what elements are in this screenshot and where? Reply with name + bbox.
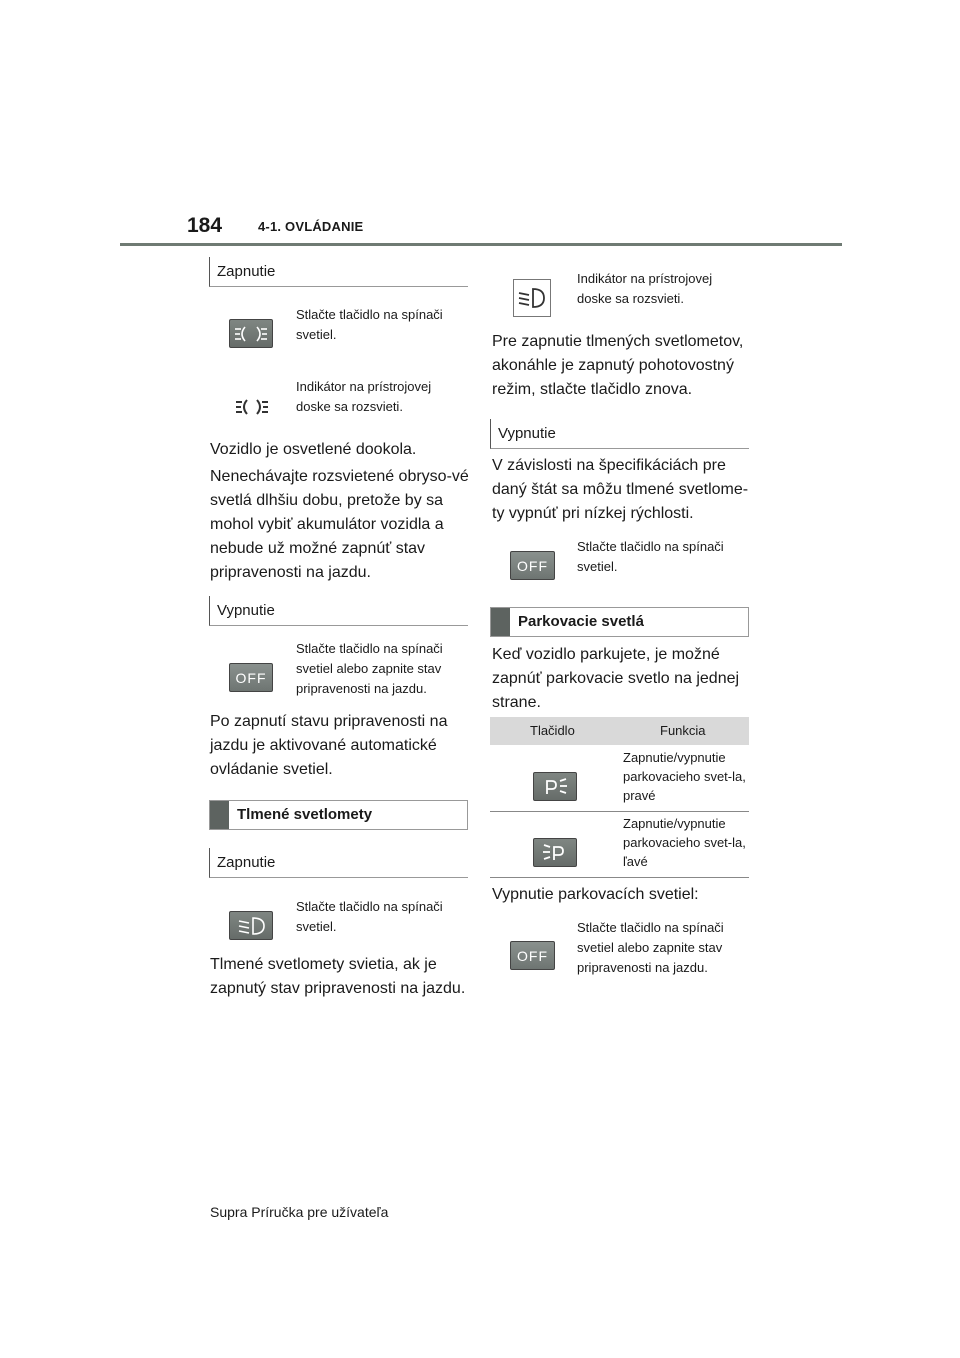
table-bottom-divider bbox=[490, 877, 749, 878]
left-row4-text: Stlačte tlačidlo na spínači svetiel. bbox=[296, 899, 443, 934]
right-row1-text: Indikátor na prístrojovej doske sa rozsvieti. bbox=[577, 271, 713, 306]
subheading-zapnutie-2: Zapnutie bbox=[209, 848, 468, 878]
table-col2-header: Funkcia bbox=[660, 723, 706, 738]
left-para1: Vozidlo je osvetlené dookola. bbox=[210, 441, 417, 458]
right-para4: Vypnutie parkovacích svetiel: bbox=[492, 886, 699, 903]
header-divider bbox=[120, 243, 842, 246]
right-para1: Pre zapnutie tlmených svetlometov, akonáhle je zapnutý pohotovostný režim, stlačte tlačidlo znova. bbox=[492, 333, 744, 398]
left-para4: Tlmené svetlomety svietia, ak je zapnutý stav pripravenosti na jazdu. bbox=[210, 956, 466, 997]
parking-light-left-icon bbox=[533, 838, 577, 867]
left-para2: Nenechávajte rozsvietené obryso-vé svetlá dlhšiu dobu, pretože by sa mohol vybiť akumulátor vozidla a nebude už možné zapnúť stav pripravenosti na jazdu. bbox=[210, 468, 469, 581]
parking-light-right-icon bbox=[533, 772, 577, 801]
section-bar bbox=[491, 608, 510, 636]
subheading-zapnutie: Zapnutie bbox=[209, 257, 468, 287]
off-button-icon: OFF bbox=[229, 663, 273, 692]
table-row1-text: Zapnutie/vypnutie parkovacieho svet-la, pravé bbox=[623, 750, 746, 803]
left-para3: Po zapnutí stavu pripravenosti na jazdu je aktivované automatické ovládanie svetiel. bbox=[210, 713, 448, 778]
right-row3-text: Stlačte tlačidlo na spínači svetiel alebo zapnite stav pripravenosti na jazdu. bbox=[577, 920, 724, 975]
low-beam-indicator-icon bbox=[513, 279, 551, 317]
table-col1-header: Tlačidlo bbox=[530, 723, 575, 738]
off-button-icon-right: OFF bbox=[510, 551, 555, 580]
page-number: 184 bbox=[187, 214, 223, 237]
section-parkovacie-svetla bbox=[490, 607, 749, 637]
left-row1-text: Stlačte tlačidlo na spínači svetiel. bbox=[296, 307, 443, 342]
right-para3: Keď vozidlo parkujete, je možné zapnúť parkovacie svetlo na jednej strane. bbox=[492, 646, 740, 711]
left-row2-text: Indikátor na prístrojovej doske sa rozsvieti. bbox=[296, 379, 432, 414]
section-parkovacie-title: Parkovacie svetlá bbox=[518, 613, 644, 630]
side-lights-indicator-icon bbox=[232, 394, 272, 420]
footer-text: Supra Príručka pre užívateľa bbox=[210, 1204, 389, 1220]
section-tlmene-svetlomety bbox=[209, 800, 468, 830]
section-tlmene-title: Tlmené svetlomety bbox=[237, 806, 373, 823]
right-row2-text: Stlačte tlačidlo na spínači svetiel. bbox=[577, 539, 724, 574]
subheading-vypnutie-right: Vypnutie bbox=[490, 419, 749, 449]
side-lights-button-icon bbox=[229, 319, 273, 348]
off-button-icon-right-2: OFF bbox=[510, 941, 555, 970]
subheading-vypnutie: Vypnutie bbox=[209, 596, 468, 626]
table-row-divider bbox=[490, 811, 749, 812]
section-bar bbox=[210, 801, 229, 829]
left-row3-text: Stlačte tlačidlo na spínači svetiel alebo zapnite stav pripravenosti na jazdu. bbox=[296, 641, 443, 696]
low-beam-button-icon bbox=[229, 911, 273, 940]
section-title: 4-1. OVLÁDANIE bbox=[258, 219, 364, 234]
table-header bbox=[490, 717, 749, 745]
right-para2: V závislosti na špecifikáciách pre daný štát sa môžu tlmené svetlome-ty vypnúť pri nízkej rýchlosti. bbox=[492, 457, 749, 522]
table-row2-text: Zapnutie/vypnutie parkovacieho svet-la, ľavé bbox=[623, 816, 746, 869]
